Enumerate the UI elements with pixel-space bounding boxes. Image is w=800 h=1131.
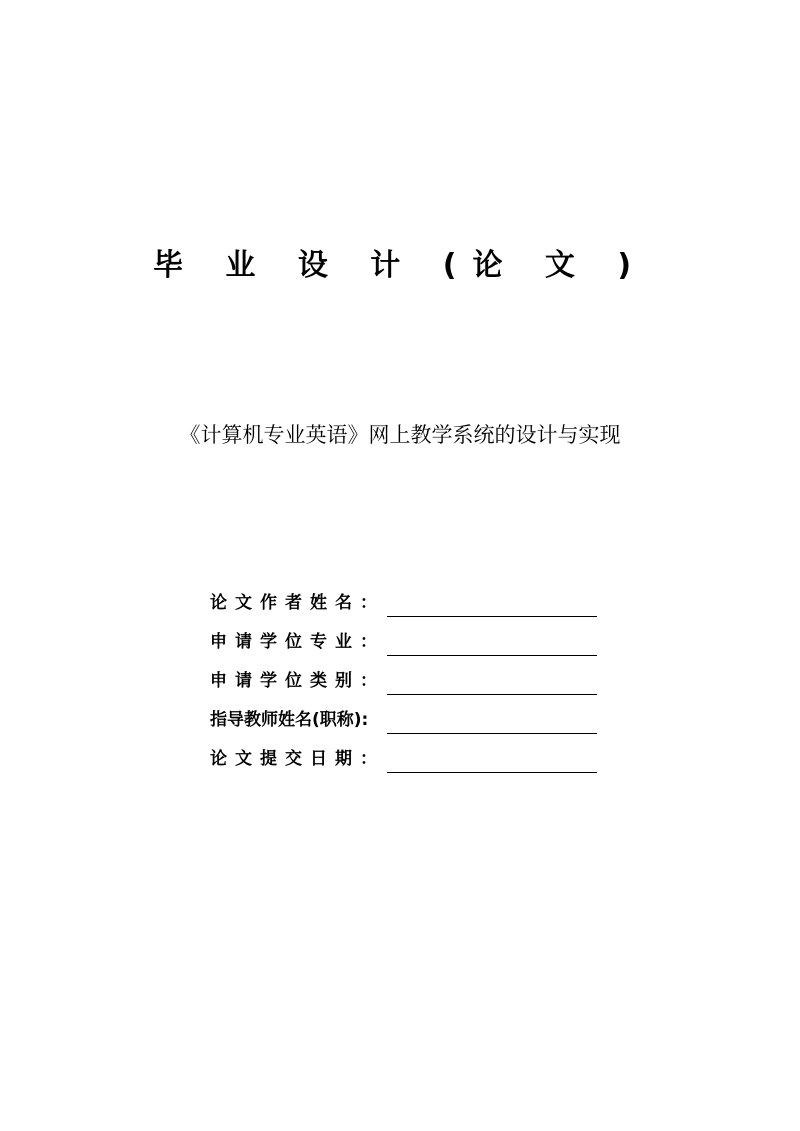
- thesis-title: 《计算机专业英语》网上教学系统的设计与实现: [179, 423, 621, 447]
- field-label-degree-type: 申请学位类别：: [210, 671, 385, 691]
- field-label-submit-date: 论文提交日期：: [210, 749, 385, 769]
- field-label-advisor: 指导教师姓名(职称):: [210, 710, 369, 730]
- field-line-advisor: [387, 733, 597, 734]
- field-row-submit-date: [210, 744, 610, 783]
- field-line-submit-date: [387, 772, 597, 773]
- info-fields: [210, 588, 610, 783]
- field-line-major: [387, 655, 597, 656]
- field-row-advisor: [210, 705, 610, 744]
- field-label-major: 申请学位专业：: [210, 632, 385, 652]
- field-line-degree-type: [387, 694, 597, 695]
- field-label-author: 论文作者姓名：: [210, 593, 385, 613]
- field-row-author: [210, 588, 610, 627]
- field-row-major: [210, 627, 610, 666]
- main-title: 毕 业 设 计 (论 文 ): [152, 248, 648, 283]
- field-line-author: [387, 616, 597, 617]
- field-row-degree-type: [210, 666, 610, 705]
